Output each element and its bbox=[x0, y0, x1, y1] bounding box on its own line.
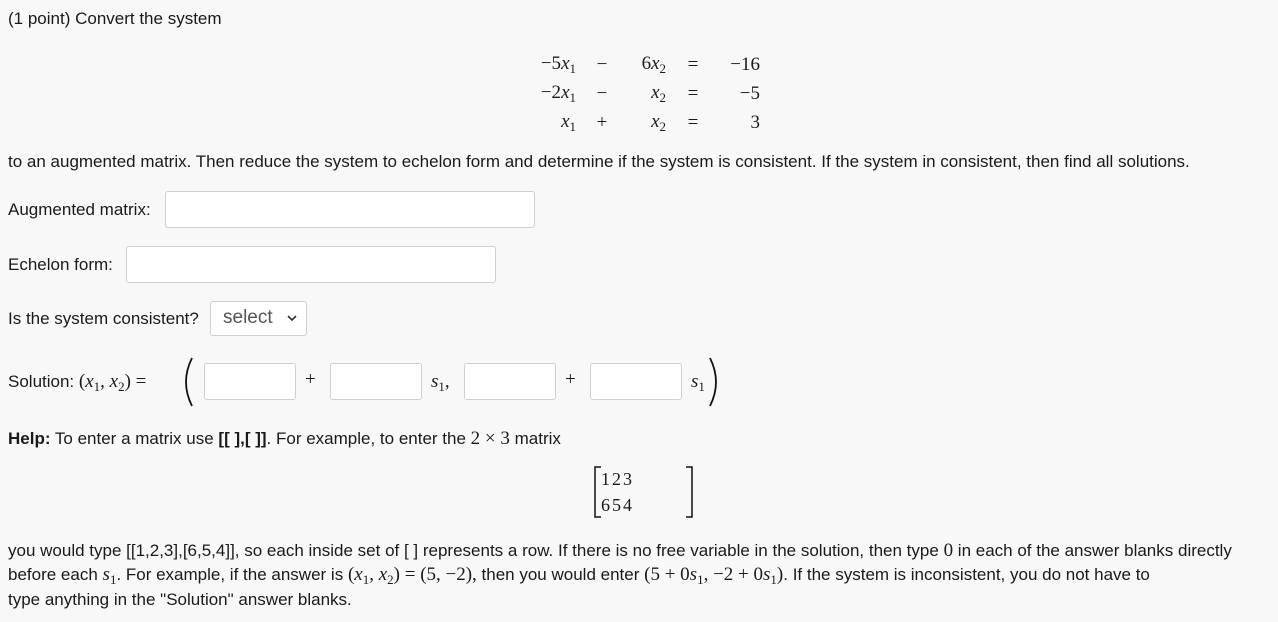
plus-sign-1: + bbox=[305, 369, 316, 390]
eq1-term2: $6x_2$ bbox=[641, 52, 666, 76]
help-paragraph-line1: you would type [[1,2,3],[6,5,4]], so each inside set of [ ] represents a row. If there is no free variable in the solution, then type 0 in each of the answer blanks directly bbox=[8, 540, 1232, 561]
help-paragraph-line3: type anything in the "Solution" answer blanks. bbox=[8, 590, 352, 609]
matrix-cell: 1 bbox=[601, 468, 610, 489]
consistent-select[interactable] bbox=[210, 301, 307, 336]
matrix-cell: 4 bbox=[623, 494, 632, 515]
eq3-rhs: 3 bbox=[750, 111, 760, 133]
eq3-equals: = bbox=[687, 111, 699, 133]
solution-x2-constant-input[interactable] bbox=[464, 363, 556, 400]
solution-vars: ($x_1$, $x_2$) = bbox=[78, 371, 147, 394]
plus-sign-2: + bbox=[565, 369, 576, 390]
eq1-rhs: −16 bbox=[730, 53, 760, 75]
left-paren-icon bbox=[178, 356, 196, 408]
eq3-op: + bbox=[596, 111, 608, 133]
matrix-cell: 2 bbox=[612, 468, 621, 489]
eq2-equals: = bbox=[687, 82, 699, 104]
question-instruction: to an augmented matrix. Then reduce the system to echelon form and determine if the system is consistent. If the system in consistent, then find all solutions. bbox=[8, 152, 1190, 171]
eq1-op: − bbox=[596, 53, 608, 75]
help-label: Help: bbox=[8, 429, 51, 448]
solution-x1-coefficient-input[interactable] bbox=[330, 363, 422, 400]
solution-x1-constant-input[interactable] bbox=[204, 363, 296, 400]
solution-x2-coefficient-input[interactable] bbox=[590, 363, 682, 400]
matrix-syntax: [[ ],[ ]] bbox=[218, 429, 267, 448]
equation-system bbox=[524, 50, 760, 137]
augmented-matrix-input[interactable] bbox=[165, 191, 535, 228]
eq3-term1: $x_1$ bbox=[561, 110, 576, 134]
matrix-right-bracket-icon bbox=[685, 466, 693, 518]
matrix-cell: 3 bbox=[623, 468, 632, 489]
right-paren-icon bbox=[706, 356, 724, 408]
eq2-op: − bbox=[596, 82, 608, 104]
echelon-form-input[interactable] bbox=[126, 246, 496, 283]
eq1-term1: $-5x_1$ bbox=[540, 52, 576, 76]
eq1-equals: = bbox=[687, 53, 699, 75]
matrix-cell: 6 bbox=[601, 494, 610, 515]
consistent-select-value: select bbox=[223, 307, 273, 328]
solution-label: Solution: ($x_1$, $x_2$) = bbox=[8, 371, 147, 394]
help-line: Help: To enter a matrix use [[ ],[ ]]. For example, to enter the 2 × 3 matrix bbox=[8, 428, 561, 449]
consistent-label: Is the system consistent? bbox=[8, 309, 199, 328]
eq2-term1: $-2x_1$ bbox=[540, 81, 576, 105]
question-intro: (1 point) Convert the system bbox=[8, 9, 222, 28]
free-var-2: $s_1$ bbox=[691, 371, 705, 394]
eq2-rhs: −5 bbox=[739, 82, 760, 104]
augmented-matrix-label: Augmented matrix: bbox=[8, 200, 151, 219]
help-paragraph-line2: before each $s_1$. For example, if the answer is ($x_1$, $x_2) = (5$, −2), then you would enter ($5 + 0s_1$, $-2 + 0s_1$). If the system is inconsistent, you do not have to bbox=[8, 564, 1150, 587]
matrix-cell: 5 bbox=[612, 494, 621, 515]
free-var-1: $s_1$, bbox=[431, 371, 450, 394]
chevron-down-icon bbox=[286, 313, 298, 323]
echelon-form-label: Echelon form: bbox=[8, 255, 113, 274]
eq3-term2: $x_2$ bbox=[651, 110, 666, 134]
eq2-term2: $x_2$ bbox=[651, 81, 666, 105]
